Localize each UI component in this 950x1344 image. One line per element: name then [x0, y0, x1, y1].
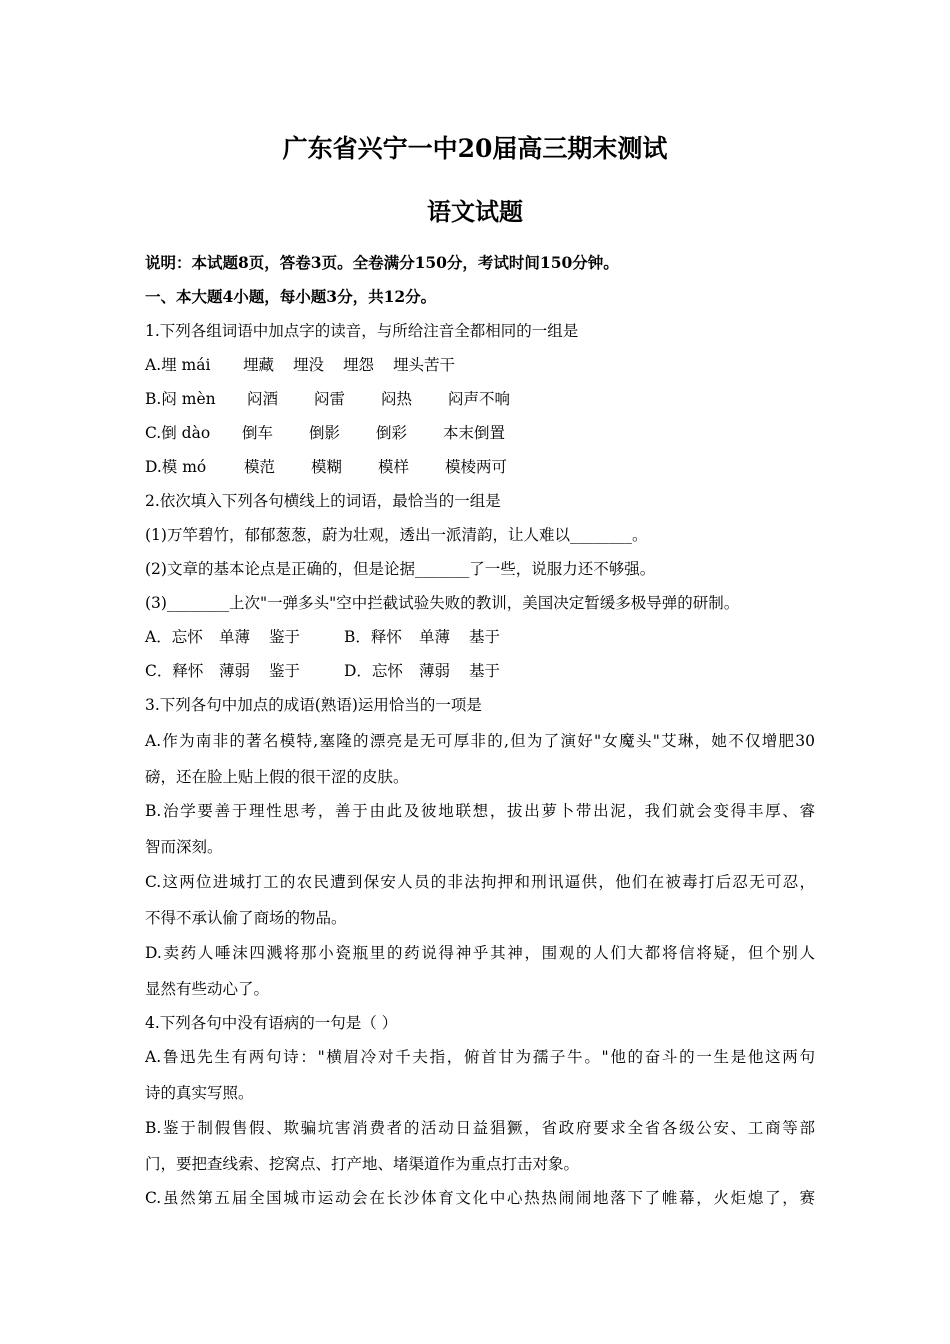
question-4-option-c-line-1: C.虽然第五届全国城市运动会在长沙体育文化中心热热闹闹地落下了帷幕，火炬熄了，赛: [145, 1189, 815, 1207]
question-2-sentence-1: (1)万竿碧竹，郁郁葱葱，蔚为壮观，透出一派清韵，让人难以________。: [145, 526, 648, 544]
option-word: 闷雷: [314, 390, 346, 408]
option-word: 模棱两可: [445, 458, 508, 476]
option-word: 模样: [378, 458, 410, 476]
question-1-option-b: [145, 388, 510, 410]
option-word: 倒车: [242, 424, 274, 442]
option-label: C.倒 dào: [145, 424, 211, 442]
question-3-option-b-line-1: B.治学要善于理性思考，善于由此及彼地联想，拔出萝卜带出泥，我们就会变得丰厚、睿: [145, 802, 815, 820]
option-word: 埋藏: [243, 356, 275, 374]
option-label: D.模 mó: [145, 458, 207, 476]
option-word: 基于: [469, 662, 501, 680]
question-3-option-d-line-1: D.卖药人唾沫四溅将那小瓷瓶里的药说得神乎其神，围观的人们大都将信将疑，但个别人: [145, 944, 815, 962]
option-label: A.埋 mái: [145, 356, 211, 374]
question-4-option-b-line-2: 门，要把查线索、挖窝点、打产地、堵渠道作为重点打击对象。: [145, 1155, 580, 1173]
option-label: C．释怀: [145, 662, 204, 680]
option-word: 基于: [469, 628, 501, 646]
option-word: 鉴于: [269, 628, 301, 646]
option-word: 埋没: [293, 356, 325, 374]
question-3-option-a-line-2: 磅，还在脸上贴上假的很干涩的皮肤。: [145, 768, 409, 786]
question-1-option-a: [145, 354, 455, 376]
page-subtitle: 语文试题: [427, 197, 523, 226]
question-4-option-a-line-2: 诗的真实写照。: [145, 1084, 254, 1102]
option-label: B．释怀: [344, 628, 402, 646]
question-3-stem: 3.下列各句中加点的成语(熟语)运用恰当的一项是: [145, 696, 482, 714]
option-word: 闷酒: [247, 390, 279, 408]
exam-instructions: 说明：本试题8页，答卷3页。全卷满分150分，考试时间150分钟。: [145, 253, 619, 272]
question-2-options-row-1: [145, 626, 500, 648]
option-word: 埋头苦干: [393, 356, 456, 374]
question-1-option-c: [145, 422, 505, 444]
option-word: 薄弱: [419, 662, 451, 680]
option-word: 模范: [244, 458, 276, 476]
question-3-option-a-line-1: A.作为南非的著名模特,塞隆的漂亮是无可厚非的,但为了演好"女魔头"艾琳，她不仅增肥30: [145, 732, 815, 750]
option-word: 闷热: [381, 390, 413, 408]
question-2-sentence-3: (3)________上次"一弹多头"空中拦截试验失败的教训，美国决定暂缓多极导弹的研制。: [145, 594, 740, 612]
option-word: 埋怨: [343, 356, 375, 374]
option-word: 本末倒置: [443, 424, 506, 442]
option-word: 单薄: [219, 628, 251, 646]
question-1-option-d: [145, 456, 507, 478]
question-4-option-a-line-1: A.鲁迅先生有两句诗："横眉冷对千夫指，俯首甘为孺子牛。"他的奋斗的一生是他这两句: [145, 1048, 815, 1066]
option-word: 单薄: [419, 628, 451, 646]
question-1-stem: 1.下列各组词语中加点字的读音，与所给注音全都相同的一组是: [145, 322, 579, 340]
option-word: 闷声不响: [448, 390, 511, 408]
option-label: A．忘怀: [145, 628, 203, 646]
option-word: 倒影: [309, 424, 341, 442]
question-3-option-c-line-2: 不得不承认偷了商场的物品。: [145, 909, 347, 927]
question-3-option-d-line-2: 显然有些动心了。: [145, 980, 270, 998]
page-title: 广东省兴宁一中20届高三期末测试: [282, 134, 668, 163]
option-word: 鉴于: [269, 662, 301, 680]
section-heading: 一、本大题4小题，每小题3分，共12分。: [145, 287, 437, 306]
question-3-option-c-line-1: C.这两位进城打工的农民遭到保安人员的非法拘押和刑讯逼供，他们在被毒打后忍无可忍，: [145, 873, 815, 891]
question-4-stem: 4.下列各句中没有语病的一句是（ ）: [145, 1014, 398, 1032]
option-word: 模糊: [311, 458, 343, 476]
question-3-option-b-line-2: 智而深刻。: [145, 838, 223, 856]
question-2-sentence-2: (2)文章的基本论点是正确的，但是论据_______了一些，说服力还不够强。: [145, 560, 656, 578]
option-word: 倒彩: [376, 424, 408, 442]
option-label: B.闷 mèn: [145, 390, 216, 408]
question-2-stem: 2.依次填入下列各句横线上的词语，最恰当的一组是: [145, 492, 501, 510]
question-4-option-b-line-1: B.鉴于制假售假、欺骗坑害消费者的活动日益猖獗，省政府要求全省各级公安、工商等部: [145, 1119, 815, 1137]
question-2-options-row-2: [145, 660, 500, 682]
option-label: D．忘怀: [344, 662, 403, 680]
option-word: 薄弱: [219, 662, 251, 680]
